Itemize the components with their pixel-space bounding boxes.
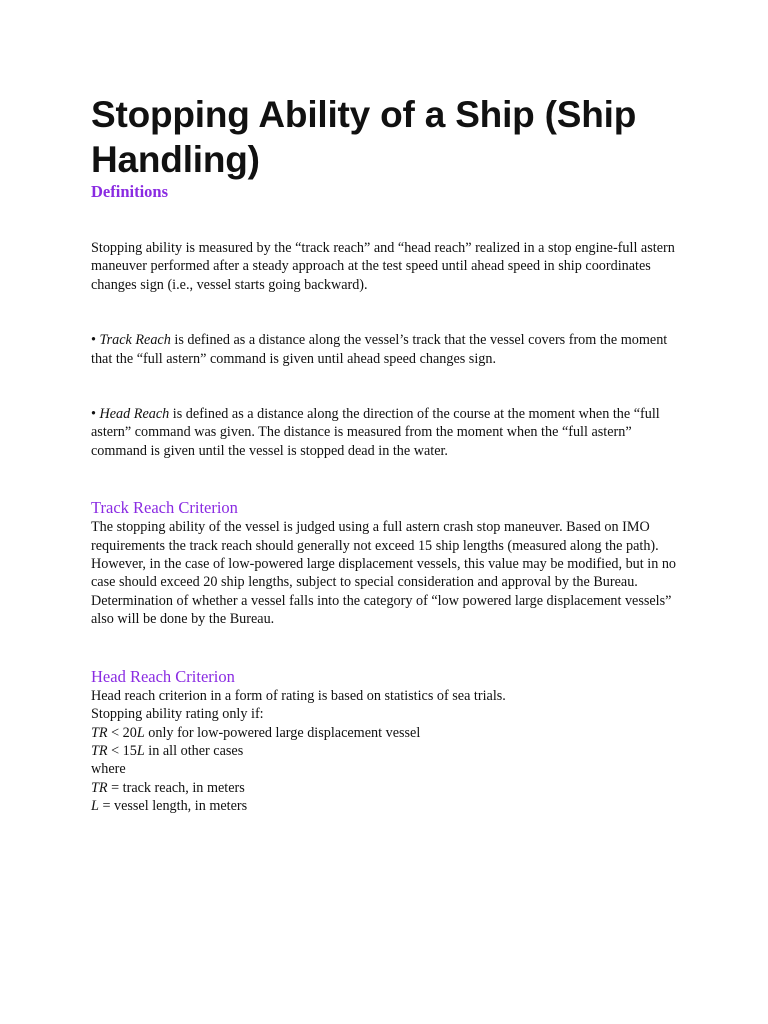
definition-text: = track reach, in meters	[107, 779, 245, 796]
var-l: L	[136, 742, 145, 759]
head-reach-text: is defined as a distance along the direction of the course at the moment when the “full astern” command was given. The distance is measured from the moment when the “full astern” command is given until the vessel is stopped dead in the water.	[91, 406, 660, 459]
operator: < 20	[107, 724, 137, 741]
bullet: •	[91, 406, 96, 423]
condition-text: only for low-powered large displacement vessel	[144, 724, 421, 741]
head-reach-line-3	[91, 724, 688, 742]
bullet: •	[91, 332, 96, 349]
track-reach-criterion-heading: Track Reach Criterion	[91, 498, 238, 518]
track-reach-criterion-p3: Determination of whether a vessel falls into the category of “low powered large displacement vessels” also will be done by the Bureau.	[91, 592, 672, 628]
head-reach-definition	[91, 405, 688, 460]
page-title: Stopping Ability of a Ship (Ship Handling)	[91, 94, 637, 180]
definitions-heading: Definitions	[91, 182, 169, 201]
operator: < 15	[107, 742, 137, 759]
track-reach-text: is defined as a distance along the vessel’s track that the vessel covers from the moment that the “full astern” command is given until ahead speed changes sign.	[91, 332, 668, 367]
definitions-intro-paragraph: Stopping ability is measured by the “track reach” and “head reach” realized in a stop engine-full astern maneuver performed after a steady approach at the test speed until ahead speed in ship coordinates changes sign (i.e., vessel starts going backward).	[91, 240, 675, 293]
head-reach-criterion-heading: Head Reach Criterion	[91, 666, 235, 686]
track-reach-criterion-p1: The stopping ability of the vessel is judged using a full astern crash stop maneuver. Based on IMO requirements the track reach should generally not exceed 15 ship lengths (measured along the path).	[91, 519, 659, 554]
head-reach-line-2: Stopping ability rating only if:	[91, 706, 264, 723]
head-reach-line-5: where	[91, 761, 126, 778]
condition-text: in all other cases	[144, 742, 244, 759]
var-l: L	[91, 798, 99, 815]
var-l: L	[136, 724, 145, 741]
definition-text: = vessel length, in meters	[98, 798, 248, 815]
track-reach-term: Track Reach	[99, 332, 171, 349]
track-reach-criterion-p2: However, in the case of low-powered large displacement vessels, this value may be modified, but in no case should exceed 20 ship lengths, subject to special consideration and approval by the Bureau.	[91, 556, 677, 591]
head-reach-line-7	[91, 797, 688, 815]
var-tr: TR	[91, 724, 108, 741]
track-reach-definition	[91, 331, 688, 368]
head-reach-line-6	[91, 779, 688, 797]
head-reach-line-1: Head reach criterion in a form of rating is based on statistics of sea trials.	[91, 687, 506, 704]
var-tr: TR	[91, 742, 108, 759]
var-tr: TR	[91, 779, 108, 796]
head-reach-term: Head Reach	[99, 406, 170, 423]
head-reach-line-4	[91, 742, 688, 760]
